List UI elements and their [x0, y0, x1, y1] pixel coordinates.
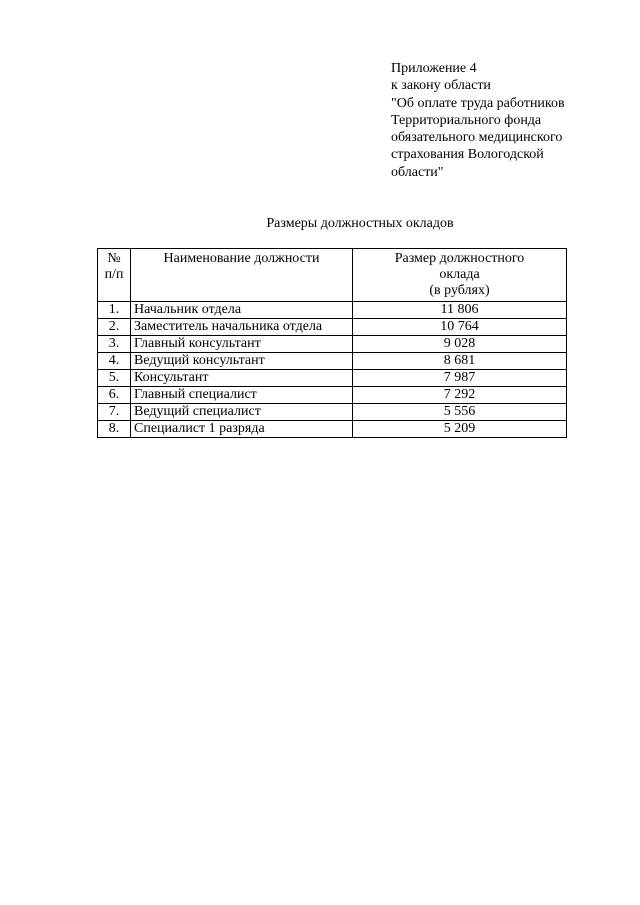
row-position: Ведущий специалист: [131, 404, 353, 421]
table-row: [98, 421, 567, 438]
row-salary: 7 292: [353, 387, 567, 404]
header-amount: [353, 249, 567, 302]
row-salary: 8 681: [353, 353, 567, 370]
header-num: [98, 249, 131, 302]
table-title: Размеры должностных окладов: [266, 216, 454, 231]
header-amount-line: (в рублях): [429, 283, 490, 298]
table-row: [98, 370, 567, 387]
table-row: [98, 387, 567, 404]
row-position: Ведущий консультант: [131, 353, 353, 370]
header-line: страхования Вологодской: [391, 147, 544, 163]
header-num-line: п/п: [104, 267, 124, 282]
row-num: 6.: [98, 387, 131, 404]
row-salary: 7 987: [353, 370, 567, 387]
row-position: Начальник отдела: [131, 302, 353, 319]
table-header-row: [98, 249, 567, 302]
row-position: Главный консультант: [131, 336, 353, 353]
table-row: [98, 302, 567, 319]
row-salary: 5 556: [353, 404, 567, 421]
row-salary: 10 764: [353, 319, 567, 336]
table-row: [98, 319, 567, 336]
header-line: области": [391, 164, 444, 180]
header-num-line: №: [107, 251, 121, 266]
row-salary: 11 806: [353, 302, 567, 319]
header-line: "Об оплате труда работников: [391, 95, 565, 111]
table-row: [98, 404, 567, 421]
row-salary: 9 028: [353, 336, 567, 353]
row-num: 8.: [98, 421, 131, 438]
row-position: Заместитель начальника отдела: [131, 319, 353, 336]
appendix-header: [391, 60, 631, 181]
header-line: Территориального фонда: [391, 112, 542, 128]
table-row: [98, 336, 567, 353]
row-num: 4.: [98, 353, 131, 370]
header-amount-line: оклада: [439, 267, 480, 282]
row-position: Консультант: [131, 370, 353, 387]
salary-table: [97, 248, 567, 438]
header-line: Приложение 4: [391, 61, 477, 76]
header-line: обязательного медицинского: [391, 130, 563, 146]
row-num: 5.: [98, 370, 131, 387]
row-position: Специалист 1 разряда: [131, 421, 353, 438]
row-salary: 5 209: [353, 421, 567, 438]
row-num: 7.: [98, 404, 131, 421]
header-amount-line: Размер должностного: [394, 251, 525, 266]
table-row: [98, 353, 567, 370]
row-num: 3.: [98, 336, 131, 353]
row-num: 1.: [98, 302, 131, 319]
row-position: Главный специалист: [131, 387, 353, 404]
header-name: Наименование должности: [131, 249, 353, 302]
header-line: к закону области: [391, 78, 491, 94]
row-num: 2.: [98, 319, 131, 336]
